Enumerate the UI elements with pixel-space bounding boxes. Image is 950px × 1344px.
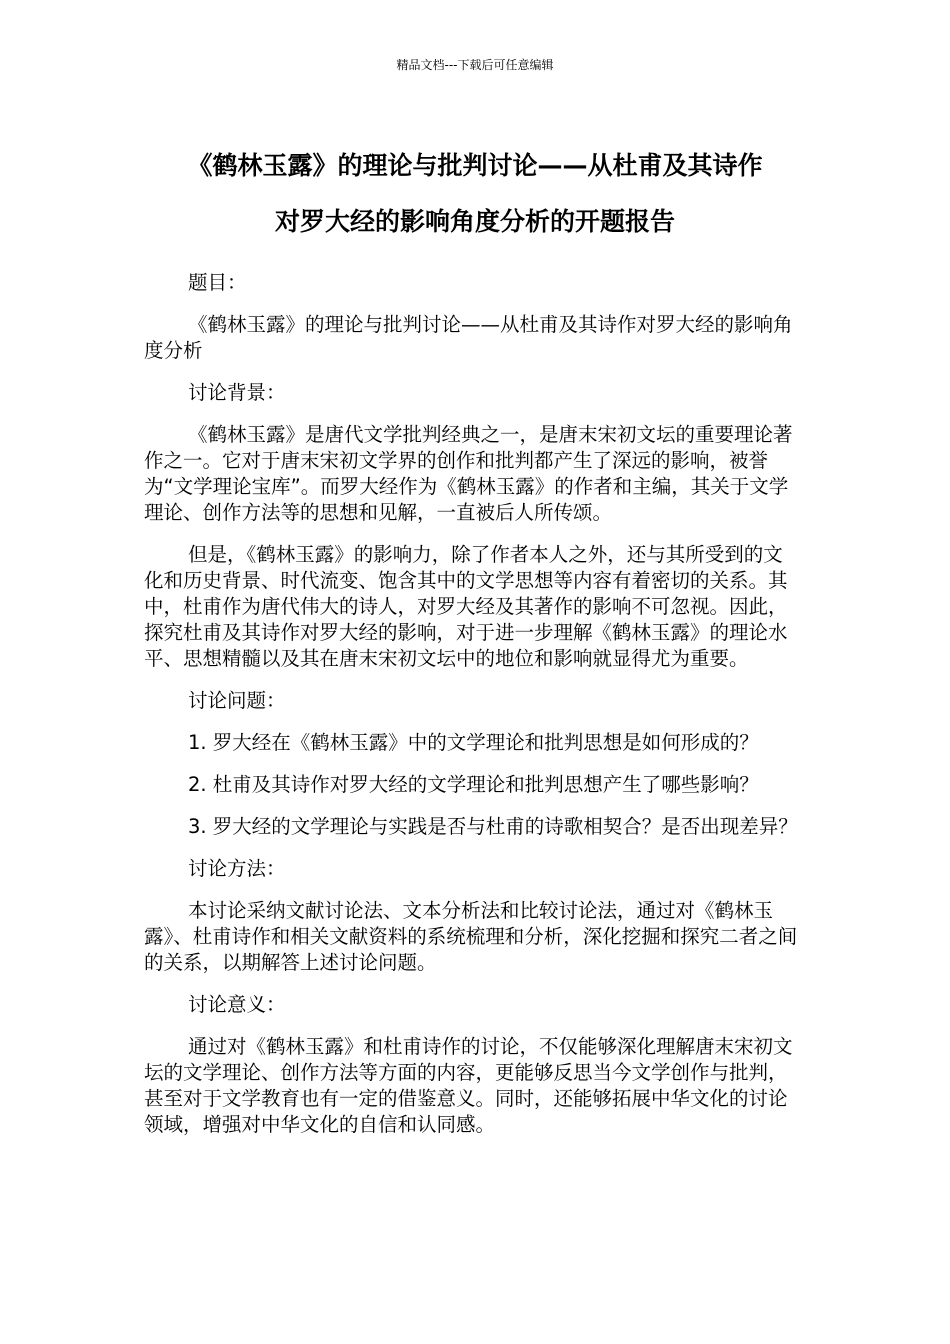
background-label: 讨论背景： (188, 381, 286, 404)
question-1: 1. 罗大经在《鹤林玉露》中的文学理论和批判思想是如何形成的？ (188, 731, 759, 754)
title-line-1: 《鹤林玉露》的理论与批判讨论——从杜甫及其诗作 (187, 151, 763, 180)
topic-text: 《鹤林玉露》的理论与批判讨论——从杜甫及其诗作对罗大经的影响角度分析 (144, 313, 793, 362)
title-line-2: 对罗大经的影响角度分析的开题报告 (274, 207, 675, 236)
significance-label: 讨论意义： (188, 993, 286, 1016)
question-2: 2. 杜甫及其诗作对罗大经的文学理论和批判思想产生了哪些影响？ (188, 773, 759, 796)
method-label: 讨论方法： (188, 857, 286, 880)
background-paragraph-2: 但是，《鹤林玉露》的影响力，除了作者本人之外，还与其所受到的文化和历史背景、时代流变、饱含其中的文学思想等内容有着密切的关系。其中，杜甫作为唐代伟大的诗人，对罗大经及其著作的影响不可忽视。因此，探究杜甫及其诗作对罗大经的影响，对于进一步理解《鹤林玉露》的理论水平、思想精髓以及其在唐末宋初文坛中的地位和影响就显得尤为重要。 (144, 543, 788, 670)
significance-paragraph: 通过对《鹤林玉露》和杜甫诗作的讨论，不仅能够深化理解唐末宋初文坛的文学理论、创作方法等方面的内容，更能够反思当今文学创作与批判，甚至对于文学教育也有一定的借鉴意义。同时，还能够拓展中华文化的讨论领域，增强对中华文化的自信和认同感。 (144, 1035, 793, 1136)
background-paragraph-1: 《鹤林玉露》是唐代文学批判经典之一，是唐末宋初文坛的重要理论著作之一。它对于唐末宋初文学界的创作和批判都产生了深远的影响，被誉为“文学理论宝库”。而罗大经作为《鹤林玉露》的作者和主编，其关于文学理论、创作方法等的思想和见解，一直被后人所传颂。 (144, 423, 793, 524)
questions-label: 讨论问题： (188, 689, 286, 712)
question-3: 3. 罗大经的文学理论与实践是否与杜甫的诗歌相契合？是否出现差异？ (188, 815, 798, 838)
topic-label: 题目： (188, 271, 247, 294)
method-paragraph: 本讨论采纳文献讨论法、文本分析法和比较讨论法，通过对《鹤林玉露》、杜甫诗作和相关文献资料的系统梳理和分析，深化挖掘和探究二者之间的关系，以期解答上述讨论问题。 (144, 899, 798, 974)
page-header: 精品文档---下载后可任意编辑 (396, 58, 554, 72)
document-title (120, 138, 830, 250)
document-body (144, 270, 800, 1154)
